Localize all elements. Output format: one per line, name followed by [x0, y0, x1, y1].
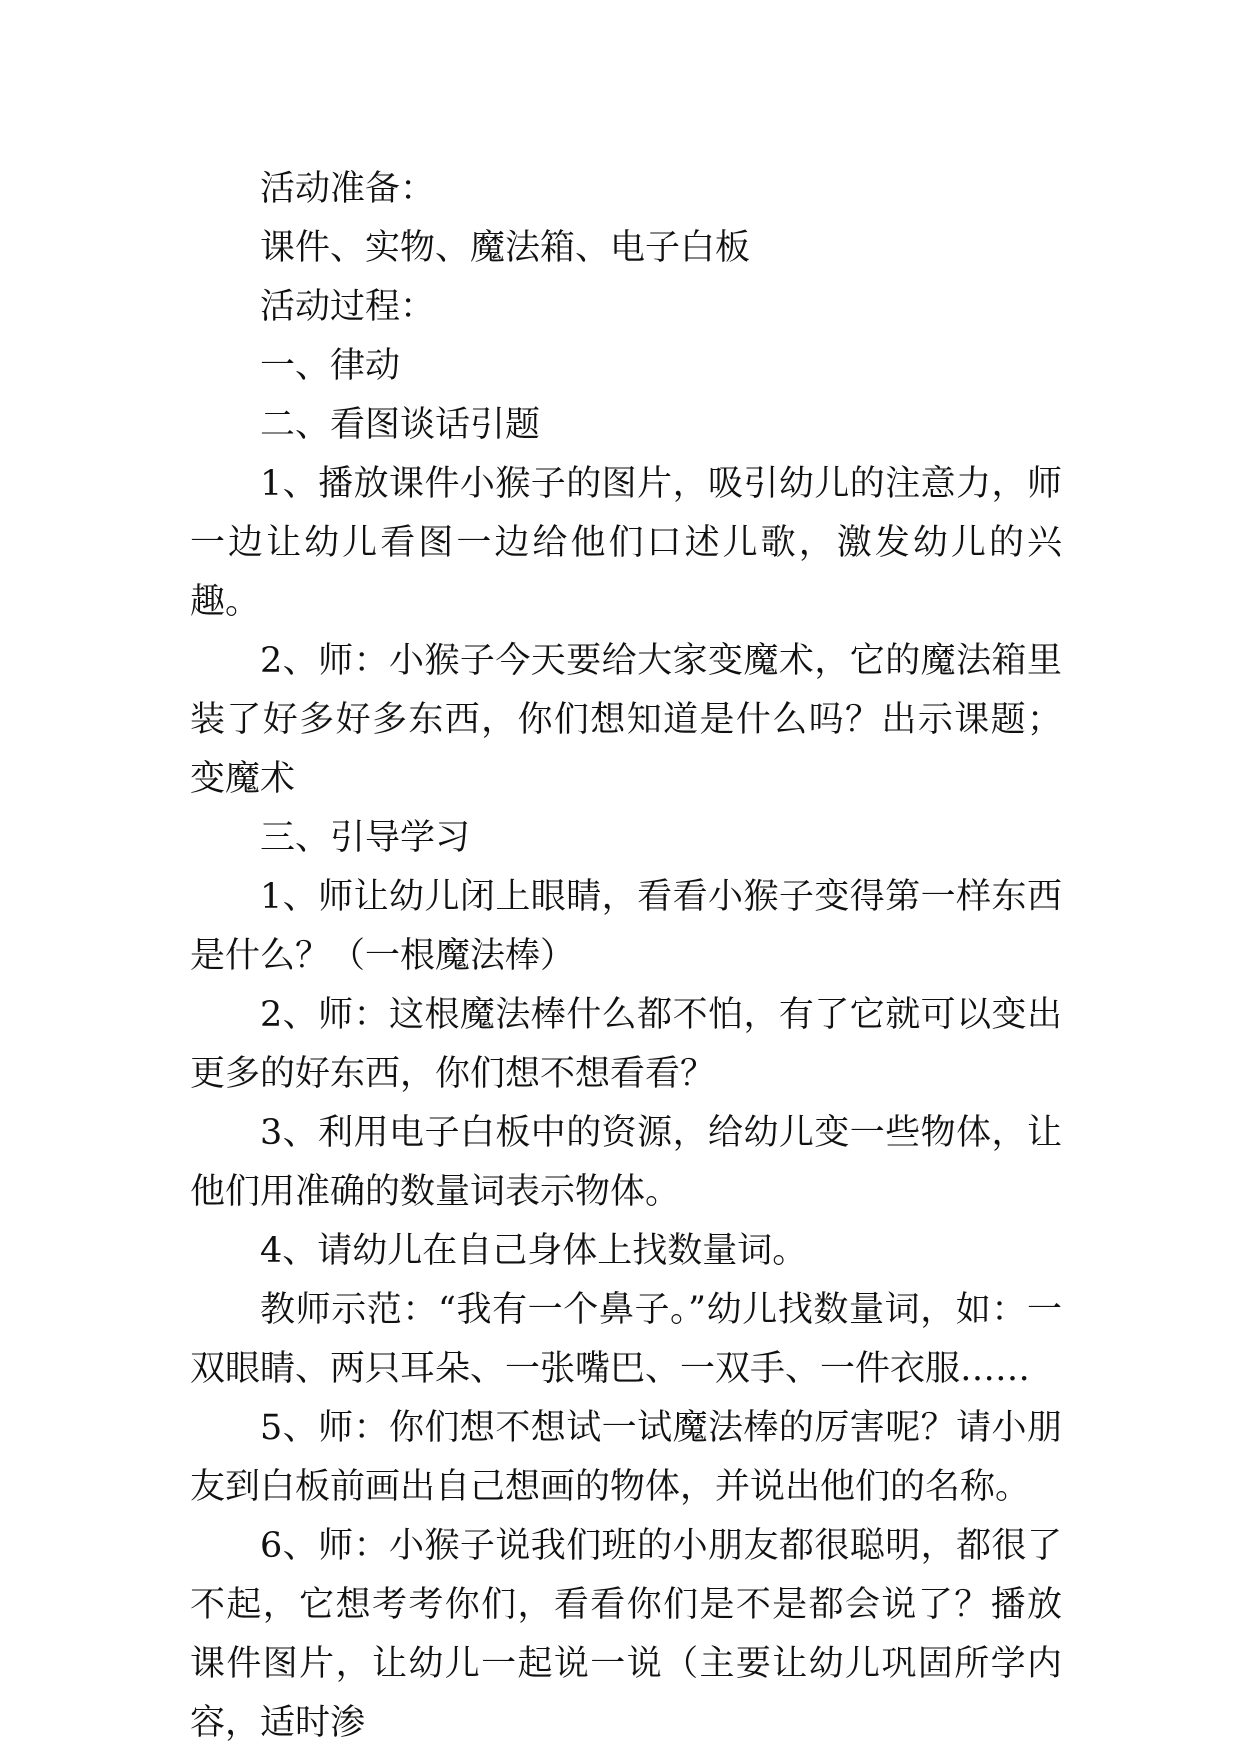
step-paragraph: 1、师让幼儿闭上眼睛，看看小猴子变得第一样东西是什么？（一根魔法棒） — [190, 877, 1062, 976]
section-picture-talk: 二、看图谈话引题 — [260, 405, 541, 445]
document-body — [190, 160, 1062, 1753]
step-paragraph: 1、播放课件小猴子的图片，吸引幼儿的注意力，师一边让幼儿看图一边给他们口述儿歌，激发幼儿的兴趣。 — [190, 464, 1062, 622]
step-paragraph: 6、师：小猴子说我们班的小朋友都很聪明，都很了不起，它想考考你们，看看你们是不是都会说了？播放课件图片，让幼儿一起说一说（主要让幼儿巩固所学内容，适时渗 — [190, 1526, 1062, 1743]
heading-activity-preparation: 活动准备： — [260, 169, 436, 209]
teacher-demo-paragraph: 教师示范：“我有一个鼻子。”幼儿找数量词，如：一双眼睛、两只耳朵、一张嘴巴、一双手、一件衣服…… — [190, 1290, 1062, 1389]
section-rhythm: 一、律动 — [260, 346, 401, 386]
step-paragraph: 2、师：小猴子今天要给大家变魔术，它的魔法箱里装了好多好多东西，你们想知道是什么吗？出示课题；变魔术 — [190, 641, 1062, 799]
step-paragraph: 3、利用电子白板中的资源，给幼儿变一些物体，让他们用准确的数量词表示物体。 — [190, 1113, 1062, 1212]
step-paragraph: 2、师：这根魔法棒什么都不怕，有了它就可以变出更多的好东西，你们想不想看看？ — [190, 995, 1062, 1094]
step-paragraph: 4、请幼儿在自己身体上找数量词。 — [260, 1231, 808, 1271]
step-paragraph: 5、师：你们想不想试一试魔法棒的厉害呢？请小朋友到白板前画出自己想画的物体，并说出他们的名称。 — [190, 1408, 1062, 1507]
section-guided-learning: 三、引导学习 — [260, 818, 471, 858]
preparation-materials: 课件、实物、魔法箱、电子白板 — [260, 228, 751, 268]
heading-activity-process: 活动过程： — [260, 287, 436, 327]
